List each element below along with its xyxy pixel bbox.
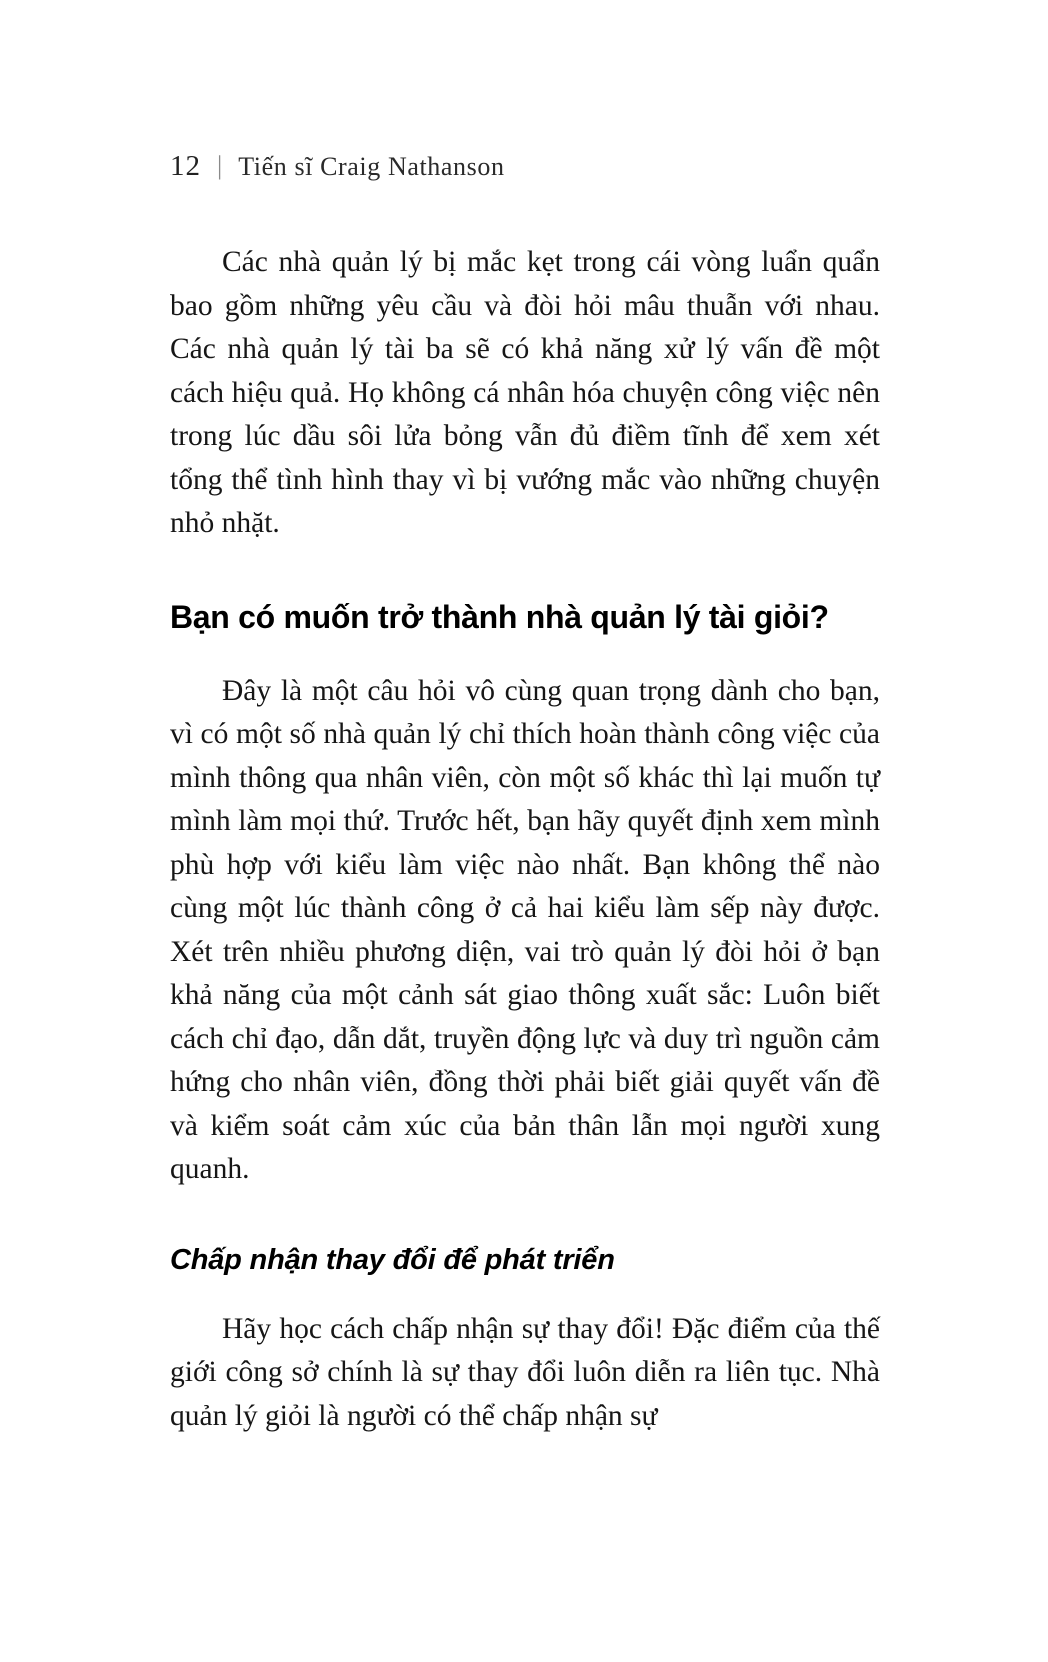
running-title: Tiến sĩ Craig Nathanson xyxy=(238,152,505,181)
page-number: 12 xyxy=(170,150,201,182)
paragraph-learn-to-accept-change: Hãy học cách chấp nhận sự thay đổi! Đặc điểm của thế giới công sở chính là sự thay đổi luôn diễn ra liên tục. Nhà quản lý giỏi là người có thể chấp nhận sự xyxy=(170,1312,880,1432)
section-heading-good-manager-question: Bạn có muốn trở thành nhà quản lý tài giỏi? xyxy=(170,598,829,635)
page-header xyxy=(170,150,880,183)
paragraph-important-question: Đây là một câu hỏi vô cùng quan trọng dành cho bạn, vì có một số nhà quản lý chỉ thích hoàn thành công việc của mình thông qua nhân viên, còn một số khác thì lại muốn tự mình làm mọi thứ. Trước hết, bạn hãy quyết định xem mình phù hợp với kiểu làm việc nào nhất. Bạn không thể nào cùng một lúc thành công ở cả hai kiểu làm sếp này được. Xét trên nhiều phương diện, vai trò quản lý đòi hỏi ở bạn khả năng của một cảnh sát giao thông xuất sắc: Luôn biết cách chỉ đạo, dẫn dắt, truyền động lực và duy trì nguồn cảm hứng cho nhân viên, đồng thời phải biết giải quyết vấn đề và kiểm soát cảm xúc của bản thân lẫn mọi người xung quanh. xyxy=(170,674,880,1185)
subsection-heading-accept-change: Chấp nhận thay đổi để phát triển xyxy=(170,1243,615,1276)
header-separator: | xyxy=(217,151,223,180)
paragraph-managers-stuck: Các nhà quản lý bị mắc kẹt trong cái vòng luẩn quẩn bao gồm những yêu cầu và đòi hỏi mâu thuẫn với nhau. Các nhà quản lý tài ba sẽ có khả năng xử lý vấn đề một cách hiệu quả. Họ không cá nhân hóa chuyện công việc nên trong lúc dầu sôi lửa bỏng vẫn đủ điềm tĩnh để xem xét tổng thể tình hình thay vì bị vướng mắc vào những chuyện nhỏ nhặt. xyxy=(170,246,880,539)
